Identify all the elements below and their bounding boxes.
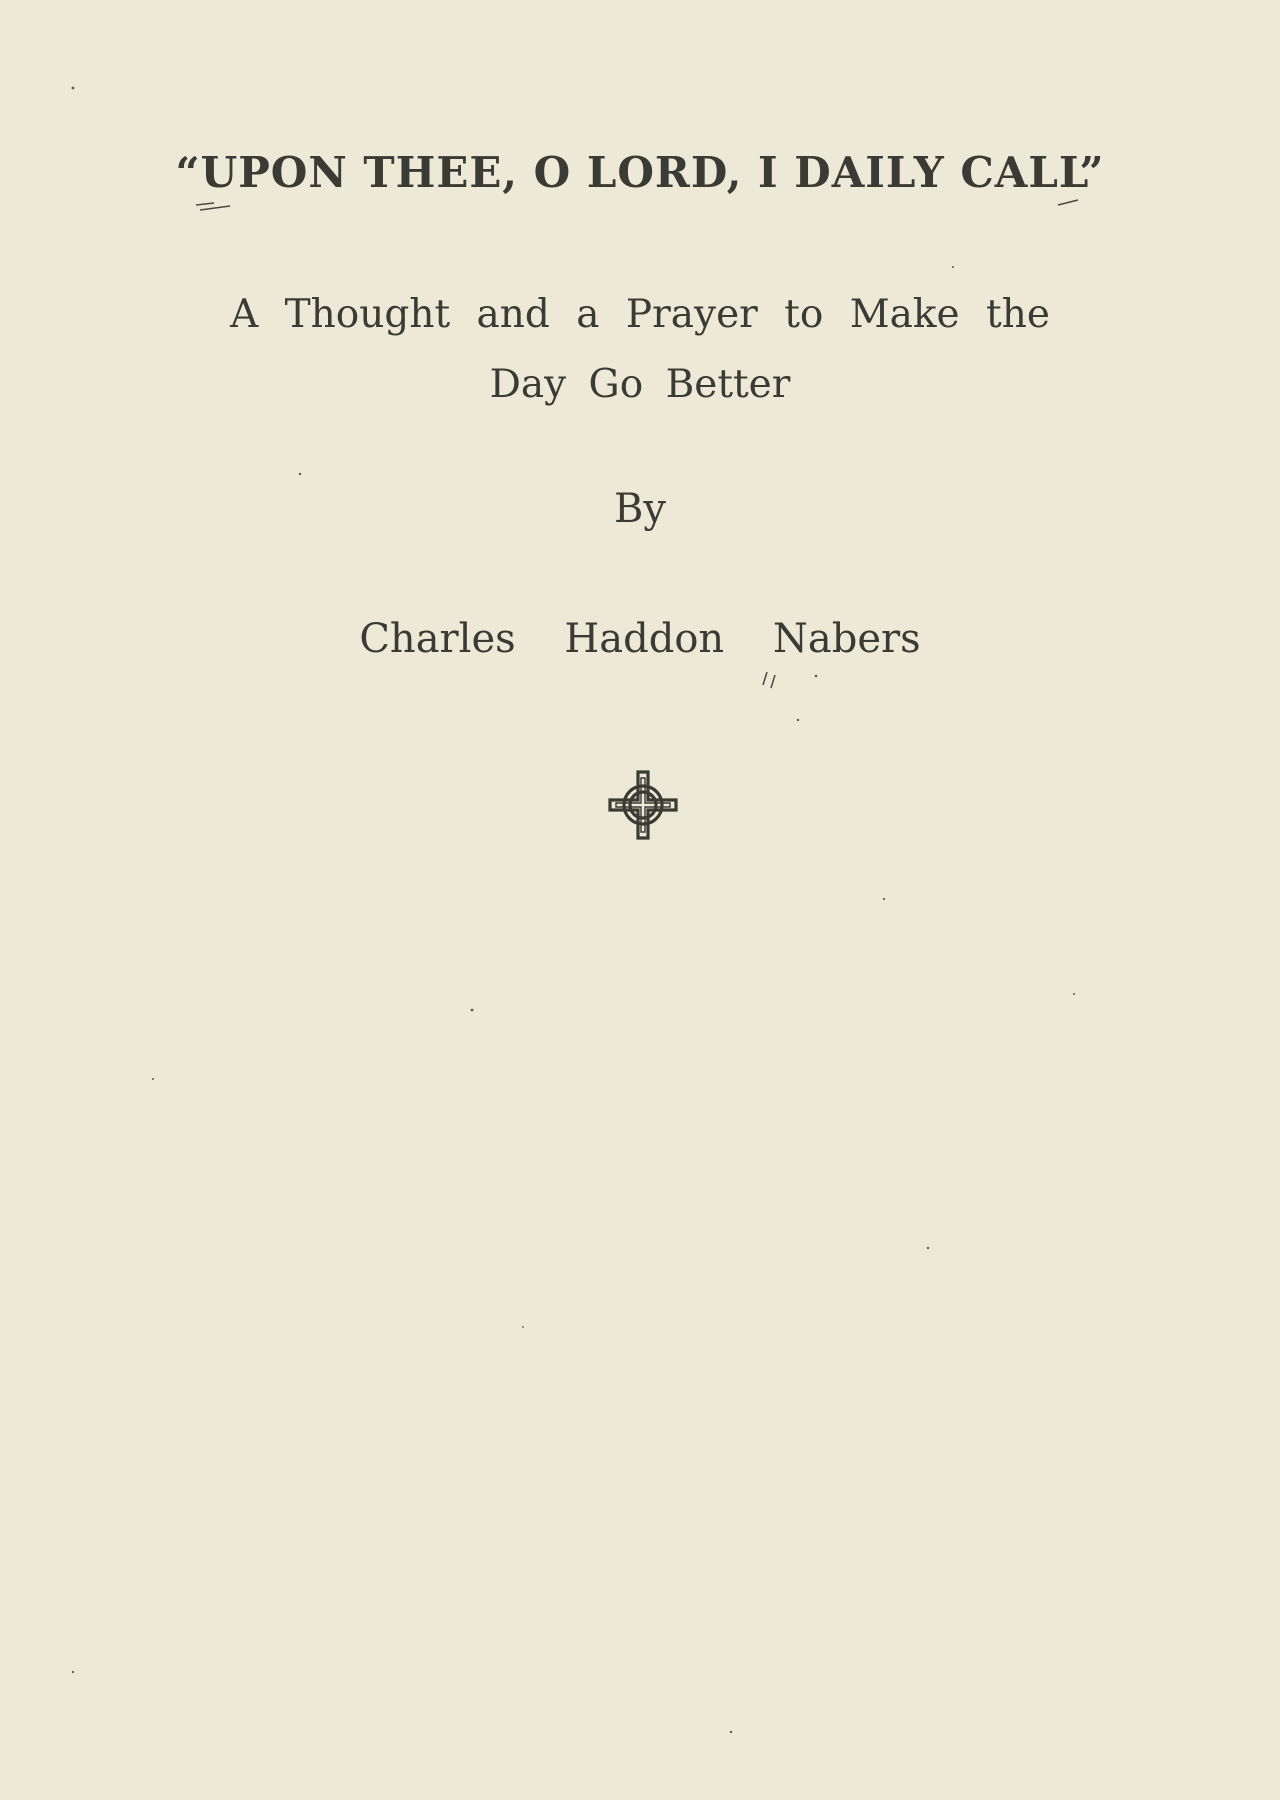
byline: By (614, 486, 666, 532)
subtitle-line-1: A Thought and a Prayer to Make the (230, 292, 1050, 337)
document-subtitle (0, 280, 1280, 420)
document-title: “UPON THEE, O LORD, I DAILY CALL” (175, 148, 1105, 197)
celtic-cross-icon (606, 768, 680, 842)
author-name: Charles Haddon Nabers (359, 616, 921, 662)
subtitle-line-2: Day Go Better (489, 362, 791, 407)
